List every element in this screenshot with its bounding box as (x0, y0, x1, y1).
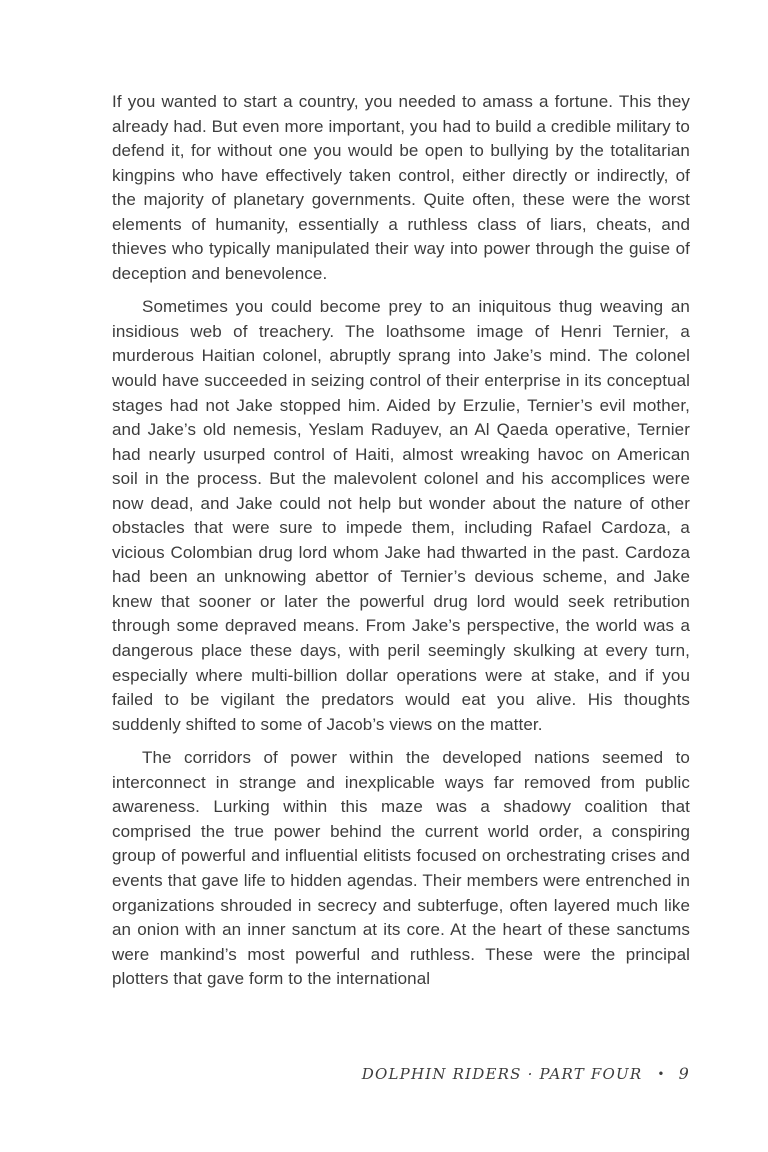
paragraph-1: If you wanted to start a country, you needed to amass a fortune. This they already had. But even more important, you had to build a credible military to defend it, for without one you would be open to bullying by the totalitarian kingpins who have effectively taken control, either directly or indirectly, of the majority of planetary governments. Quite often, these were the worst elements of humanity, essentially a ruthless class of liars, cheats, and thieves who typically manipulated their way into power through the guise of deception and benevolence. (112, 92, 690, 283)
paragraph-3: The corridors of power within the developed nations seemed to interconnect in strange and inexplicable ways far removed from public awareness. Lurking within this maze was a shadowy coalition that comprised the true power behind the current world order, a conspiring group of powerful and influential elitists focused on orchestrating crises and events that gave life to hidden agendas. Their members were entrenched in organizations shrouded in secrecy and subterfuge, often layered much like an onion with an inner sanctum at its core. At the heart of these sanctums were mankind’s most powerful and ruthless. These were the principal plotters that gave form to the international (112, 748, 690, 989)
running-head: DOLPHIN RIDERS · PART FOUR (361, 1065, 643, 1083)
body-text (112, 90, 690, 1001)
footer-bullet-icon: • (657, 1067, 666, 1081)
page-number: 9 (678, 1064, 690, 1083)
paragraph-2: Sometimes you could become prey to an iniquitous thug weaving an insidious web of treachery. The loathsome image of Henri Ternier, a murderous Haitian colonel, abruptly sprang into Jake’s mind. The colonel would have succeeded in seizing control of their enterprise in its conceptual stages had not Jake stopped him. Aided by Erzulie, Ternier’s evil mother, and Jake’s old nemesis, Yeslam Raduyev, an Al Qaeda operative, Ternier had nearly usurped control of Haiti, almost wreaking havoc on American soil in the process. But the malevolent colonel and his accomplices were now dead, and Jake could not help but wonder about the nature of other obstacles that were sure to impede them, including Rafael Cardoza, a vicious Colombian drug lord whom Jake had thwarted in the past. Cardoza had been an unknowing abettor of Ternier’s devious scheme, and Jake knew that sooner or later the powerful drug lord would seek retribution through some depraved means. From Jake’s perspective, the world was a dangerous place these days, with peril seemingly skulking at every turn, especially where multi-billion dollar operations were at stake, and if you failed to be vigilant the predators would eat you alive. His thoughts suddenly shifted to some of Jacob’s views on the matter. (112, 297, 690, 734)
page-footer (362, 1064, 690, 1083)
